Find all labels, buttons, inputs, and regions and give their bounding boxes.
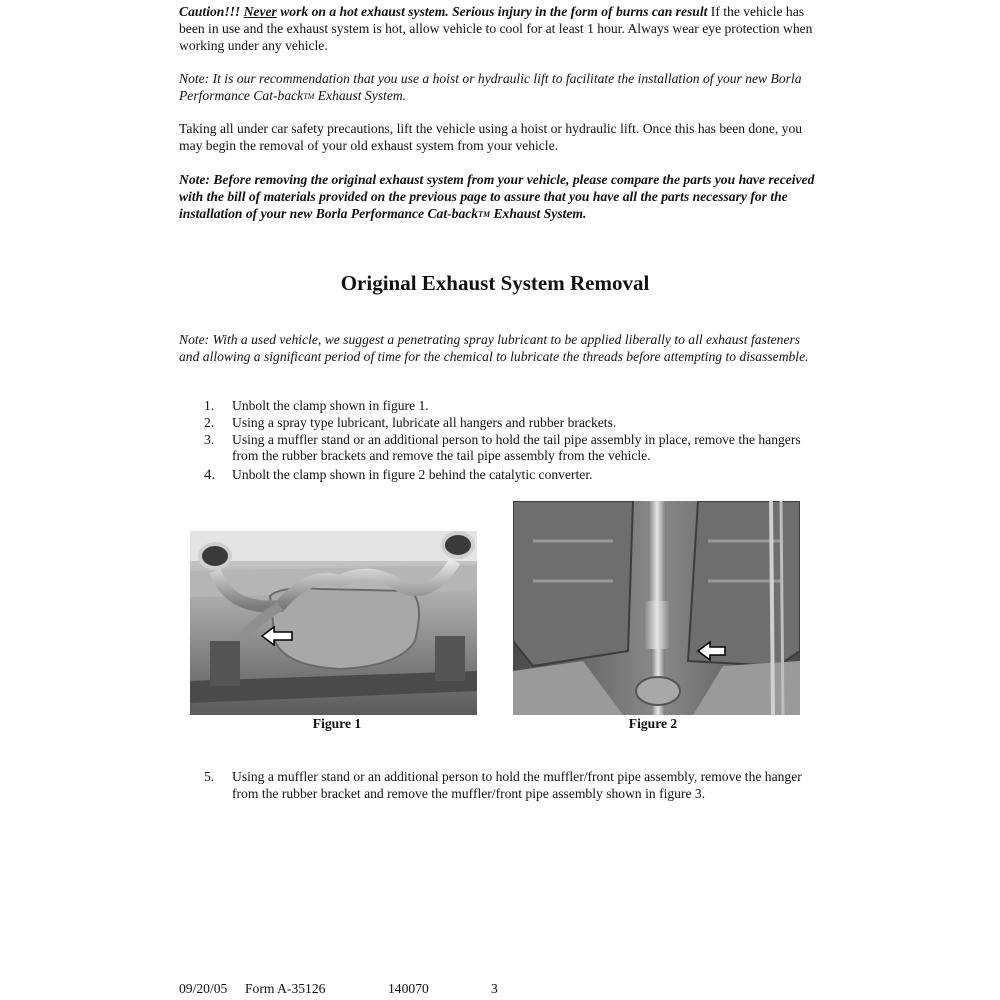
- step-number: 4.: [204, 467, 216, 484]
- caution-warning: work on a hot exhaust system. Serious injury in the form of burns can result: [276, 4, 708, 19]
- footer-form-number: Form A-35126: [245, 981, 326, 996]
- note-hoist: [179, 71, 819, 106]
- note-hoist-end: Exhaust System.: [314, 87, 407, 103]
- figure-2-photo: [513, 501, 800, 715]
- caution-body: If the vehicle has been in use and the exhaust system is hot, allow vehicle to cool for at least 1 hour. Always wear eye protection when working under any vehicle.: [179, 4, 813, 53]
- step-number: 5.: [204, 769, 215, 784]
- note-lubricant: Note: With a used vehicle, we suggest a penetrating spray lubricant to be applied liberally to all exhaust fasteners and allowing a significant period of time for the chemical to lubricate the threads before attempting to disassemble.: [179, 332, 809, 364]
- section-heading: Original Exhaust System Removal: [340, 271, 650, 295]
- list-item: [204, 398, 814, 415]
- note-hoist-text: Note: It is our recommendation that you use a hoist or hydraulic lift to facilitate the installation of your new Borla Performance Cat-back: [179, 71, 802, 103]
- page-number: 3: [491, 981, 498, 996]
- step-text: Using a spray type lubricant, lubricate all hangers and rubber brackets.: [232, 414, 617, 430]
- caution-never: Never: [243, 4, 277, 19]
- exhaust-rear-view-image: [190, 531, 477, 715]
- removal-steps-continued: [204, 769, 814, 803]
- step-text: Using a muffler stand or an additional person to hold the tail pipe assembly in place, remove the hangers from the rubber brackets and remove the tail pipe assembly from the vehicle.: [232, 431, 801, 464]
- note-parts-text: Note: Before removing the original exhaust system from your vehicle, please compare the parts you have received with the bill of materials provided on the previous page to assure that you have all the parts necessary for the installation of your new Borla Performance Cat-back: [179, 172, 815, 221]
- trademark-mark: TM: [303, 91, 315, 101]
- step-text: Unbolt the clamp shown in figure 2 behind the catalytic converter.: [232, 467, 593, 483]
- step-text: Unbolt the clamp shown in figure 1.: [232, 398, 429, 413]
- lift-paragraph: Taking all under car safety precautions, lift the vehicle using a hoist or hydraulic lift. Once this has been done, you may begin the removal of your old exhaust system from your vehicle.: [179, 121, 803, 153]
- list-item: [204, 432, 814, 466]
- note-parts-check: [179, 172, 819, 223]
- figure-1-photo: [190, 531, 477, 715]
- list-item: [204, 467, 814, 484]
- step-number: 1.: [204, 398, 215, 413]
- trademark-mark: TM: [478, 209, 491, 219]
- note-parts-end: Exhaust System.: [490, 205, 587, 221]
- footer-part-number: 140070: [388, 981, 429, 996]
- figure-2-caption: Figure 2: [628, 716, 678, 731]
- caution-lead: Caution!!!: [179, 4, 244, 19]
- step-text: Using a muffler stand or an additional person to hold the muffler/front pipe assembly, remove the hanger from the rubber bracket and remove the muffler/front pipe assembly shown in figure 3.: [232, 769, 802, 801]
- list-item: [204, 415, 814, 432]
- list-item: [204, 769, 814, 803]
- step-number: 2.: [204, 414, 215, 430]
- caution-paragraph: [179, 4, 819, 54]
- catalytic-converter-view-image: [513, 501, 800, 715]
- figure-1-caption: Figure 1: [312, 716, 362, 731]
- removal-steps: [204, 398, 814, 484]
- step-number: 3.: [204, 431, 215, 447]
- footer-date: 09/20/05: [179, 981, 228, 996]
